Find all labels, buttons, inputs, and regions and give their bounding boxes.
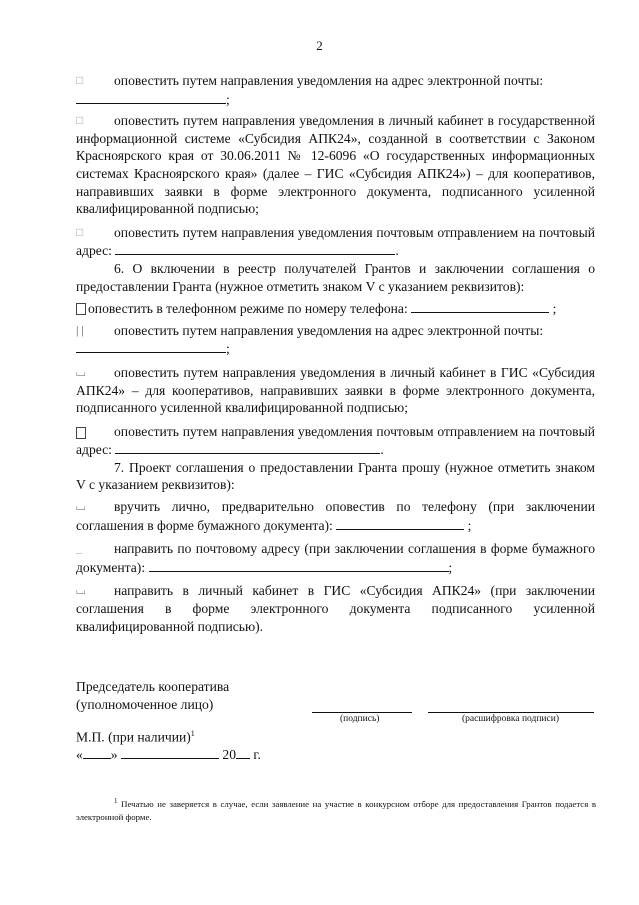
option-text: оповестить путем направления уведомления почтовым отправлением на почтовый адрес: xyxy=(76,224,595,259)
blank-field[interactable] xyxy=(76,90,226,104)
option-post-7: _ направить по почтовому адресу (при заключении соглашения в форме бумажного документа): ; xyxy=(76,541,595,575)
chair-subtitle: (уполномоченное лицо) xyxy=(76,696,214,712)
option-cabinet-1 xyxy=(76,112,595,218)
checkbox-icon[interactable] xyxy=(76,303,86,315)
option-text: направить в личный кабинет в ГИС «Субсидия АПК24» (при заключении соглашения в форме электронного документа подписанного усиленной квалифицированной подписью). xyxy=(76,583,595,634)
checkbox-icon[interactable]: ⌴ xyxy=(76,583,86,598)
date-line: « » 20 г. xyxy=(76,747,261,762)
option-email-1: □ оповестить путем направления уведомления на адрес электронной почты: ; xyxy=(76,73,544,107)
blank-field[interactable] xyxy=(411,299,549,313)
option-post-6: оповестить путем направления уведомления почтовым отправлением на почтовый адрес: . xyxy=(76,423,595,458)
page-number: 2 xyxy=(316,38,323,53)
section-6-heading: 6. О включении в реестр получателей Грантов и заключении соглашения о предоставлении Гранта (нужное отметить знаком V с указанием реквизитов): xyxy=(76,260,595,294)
year-field[interactable] xyxy=(236,745,250,759)
option-text: оповестить путем направления уведомления в личный кабинет в ГИС «Субсидия АПК24» – для кооперативов, направивших заявки в форме электронного документа, подписанного усиленной квалифицированной подписью; xyxy=(76,364,595,416)
option-cabinet-7 xyxy=(76,582,595,635)
day-field[interactable] xyxy=(83,745,111,759)
footnote: $^1$ Печатью не заверяется в случае, если заявление на участие в конкурсном отборе для предоставления Грантов подается в электронной форме. xyxy=(76,797,596,822)
blank-field[interactable] xyxy=(76,339,226,353)
option-text: вручить лично, предварительно оповестив по телефону (при заключении соглашения в форме бумажного документа): xyxy=(76,499,595,533)
option-cabinet-6 xyxy=(76,364,595,417)
chair-title: Председатель кооператива xyxy=(76,679,230,694)
stamp-place: М.П. (при наличии)$^1$ xyxy=(76,729,195,745)
document-body xyxy=(76,72,595,635)
signature-caption: (подпись) xyxy=(340,714,380,724)
option-text: оповестить путем направления уведомления почтовым отправлением на почтовый адрес: xyxy=(76,423,595,458)
signature-line[interactable] xyxy=(312,712,412,713)
month-field[interactable] xyxy=(121,745,219,759)
option-personal-7: ⌴ вручить лично, предварительно оповестив по телефону (при заключении соглашения в форме бумажного документа): ; xyxy=(76,499,595,533)
option-email-6: | | оповестить путем направления уведомления на адрес электронной почты: ; xyxy=(76,322,544,357)
section-7-heading: 7. Проект соглашения о предоставлении Гранта прошу (нужное отметить знаком V с указанием реквизитов): xyxy=(76,459,595,493)
checkbox-icon[interactable]: | | xyxy=(76,322,84,337)
checkbox-icon[interactable]: □ xyxy=(76,113,84,128)
blank-field[interactable] xyxy=(149,558,449,572)
option-text: оповестить в телефонном режиме по номеру телефона: xyxy=(88,301,408,317)
blank-field[interactable] xyxy=(336,516,464,530)
checkbox-icon[interactable] xyxy=(76,427,86,439)
option-text: оповестить путем направления уведомления в личный кабинет в государственной информационной системе «Субсидия АПК24», созданной в соответствии с Законом Красноярского края от 30.06.2011 № 12-6096 «О государственных информационных системах Красноярского края» (далее – ГИС «Субсидия АПК24») – для кооперативов, направивших заявки в форме электронного документа, подписанного усиленной квалифицированной подписью; xyxy=(76,113,595,217)
option-post-1: □ оповестить путем направления уведомления почтовым отправлением на почтовый адрес: . xyxy=(76,224,595,259)
checkbox-icon[interactable]: _ xyxy=(76,541,82,556)
decode-caption: (расшифровка подписи) xyxy=(462,714,559,724)
blank-field[interactable] xyxy=(115,440,380,454)
blank-field[interactable] xyxy=(115,241,395,255)
option-text: направить по почтовому адресу (при заключении соглашения в форме бумажного документа): xyxy=(76,541,595,575)
decode-line[interactable] xyxy=(428,712,594,713)
option-text: оповестить путем направления уведомления на адрес электронной почты: xyxy=(114,73,544,88)
footnote-ref: 1 xyxy=(190,729,195,738)
checkbox-icon[interactable]: □ xyxy=(76,73,84,87)
signature-block xyxy=(76,678,606,713)
option-text: оповестить путем направления уведомления на адрес электронной почты: xyxy=(114,322,544,338)
option-phone-6: оповестить в телефонном режиме по номеру телефона: ; xyxy=(76,299,595,318)
checkbox-icon[interactable]: ⌴ xyxy=(76,499,86,514)
checkbox-icon[interactable]: ⌴ xyxy=(76,364,86,379)
checkbox-icon[interactable]: □ xyxy=(76,224,84,239)
